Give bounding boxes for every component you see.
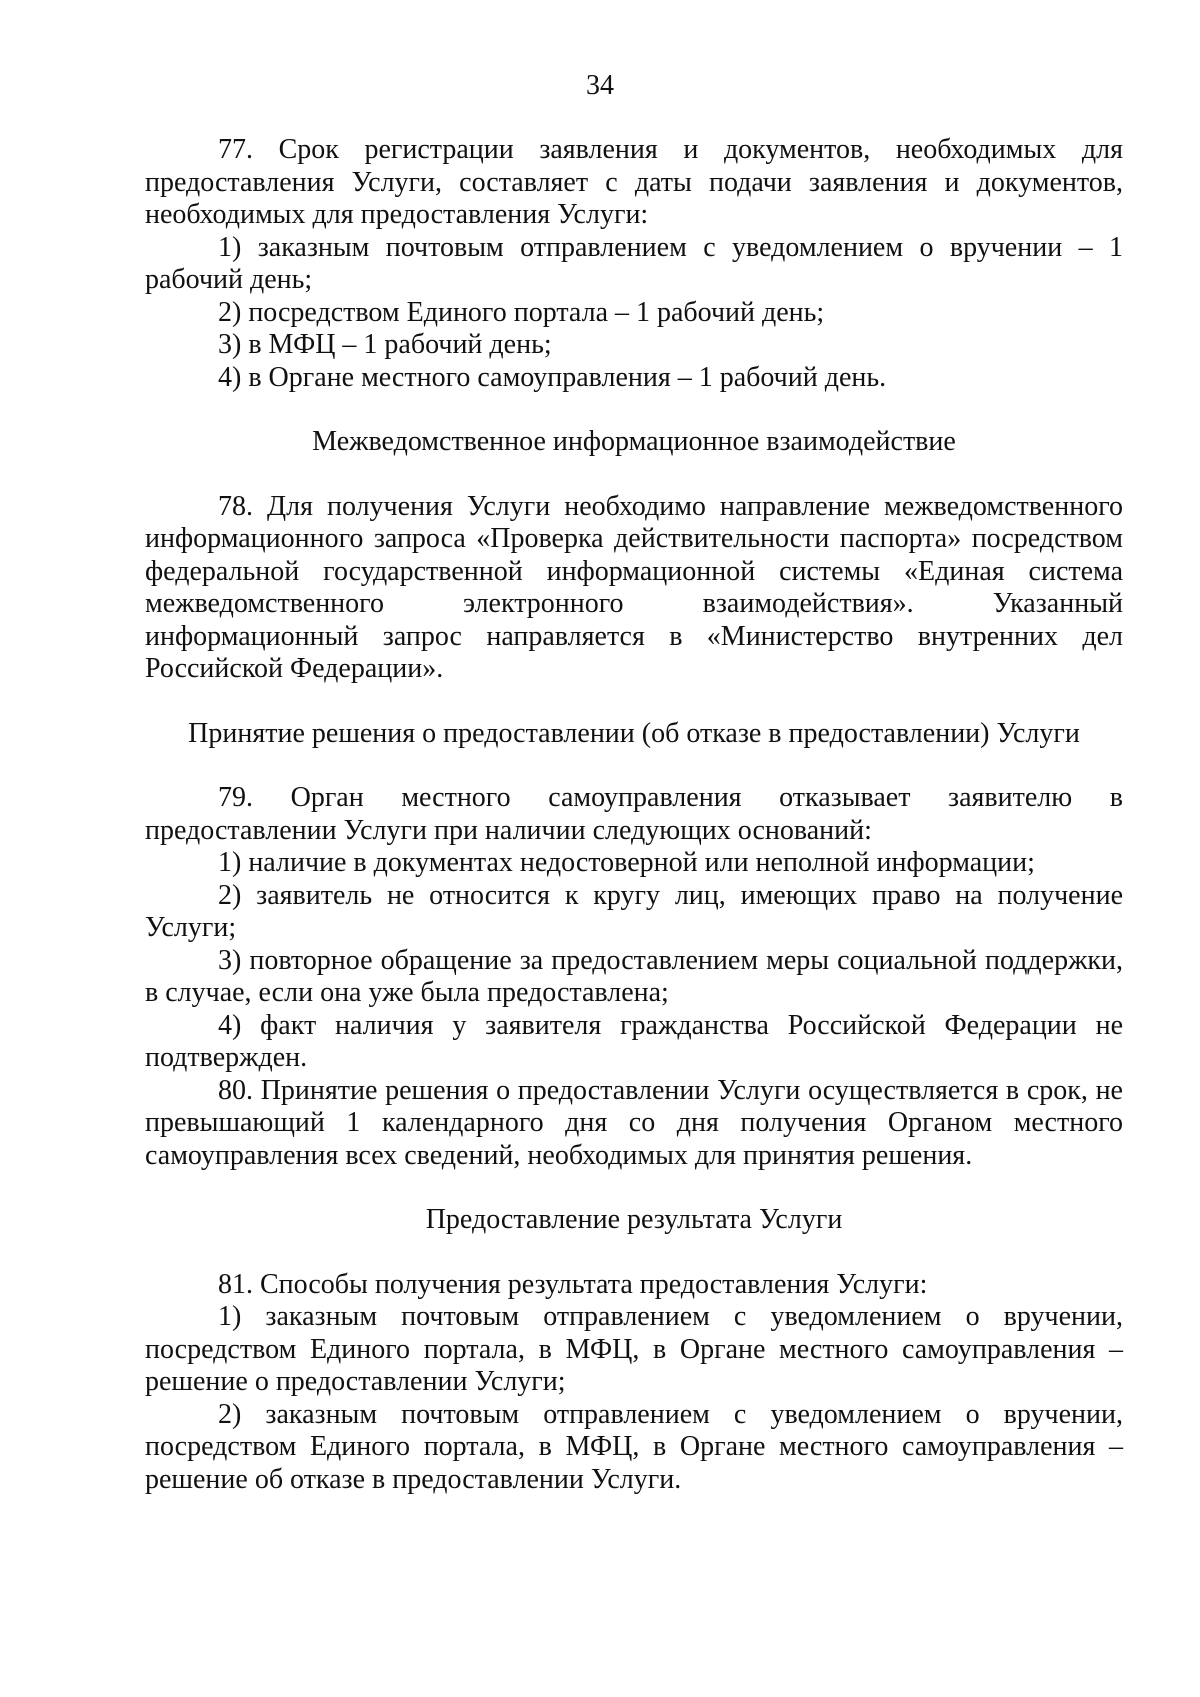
list-item-77-1: 1) заказным почтовым отправлением с уведомлением о вручении – 1 рабочий день; (145, 231, 1123, 295)
paragraph-81: 81. Способы получения результата предоставления Услуги: (218, 1268, 928, 1300)
section-heading-decision: Принятие решения о предоставлении (об отказе в предоставлении) Услуги (188, 717, 1080, 749)
list-item-81-1: 1) заказным почтовым отправлением с уведомлением о вручении, посредством Единого портала, в МФЦ, в Органе местного самоуправления – решение о предоставлении Услуги; (145, 1301, 1123, 1397)
paragraph-79: 79. Орган местного самоуправления отказывает заявителю в предоставлении Услуги при наличии следующих оснований: (145, 782, 1123, 846)
section-heading-interagency: Межведомственное информационное взаимодействие (312, 426, 956, 457)
paragraph-80: 80. Принятие решения о предоставлении Услуги осуществляется в срок, не превышающий 1 календарного дня со дня получения Органом местного самоуправления всех сведений, необходимых для принятия решения. (145, 1074, 1123, 1171)
paragraph-77: 77. Срок регистрации заявления и документов, необходимых для предоставления Услуги, составляет с даты подачи заявления и документов, необходимых для предоставления Услуги: (145, 134, 1123, 230)
list-item-81-2: 2) заказным почтовым отправлением с уведомлением о вручении, посредством Единого портала, в МФЦ, в Органе местного самоуправления – решение об отказе в предоставлении Услуги. (145, 1398, 1123, 1495)
list-item-79-3: 3) повторное обращение за предоставлением меры социальной поддержки, в случае, если она уже была предоставлена; (145, 944, 1123, 1008)
list-item-77-2: 2) посредством Единого портала – 1 рабочий день; (218, 296, 825, 328)
list-item-79-2: 2) заявитель не относится к кругу лиц, имеющих право на получение Услуги; (145, 879, 1123, 943)
list-item-77-4: 4) в Органе местного самоуправления – 1 рабочий день. (218, 361, 887, 393)
document-body (145, 134, 1123, 1496)
list-item-79-1: 1) наличие в документах недостоверной или неполной информации; (218, 847, 1035, 878)
paragraph-78: 78. Для получения Услуги необходимо направление межведомственного информационного запроса «Проверка действительности паспорта» посредством федеральной государственной информационной системы «Единая система межведомственного электронного взаимодействия». Указанный информационный запрос направляется в «Министерство внутренних дел Российской Федерации». (145, 490, 1123, 684)
list-item-77-3: 3) в МФЦ – 1 рабочий день; (218, 329, 552, 360)
page-number: 34 (586, 70, 614, 101)
section-heading-result: Предоставление результата Услуги (425, 1204, 843, 1235)
list-item-79-4: 4) факт наличия у заявителя гражданства Российской Федерации не подтвержден. (145, 1009, 1123, 1073)
